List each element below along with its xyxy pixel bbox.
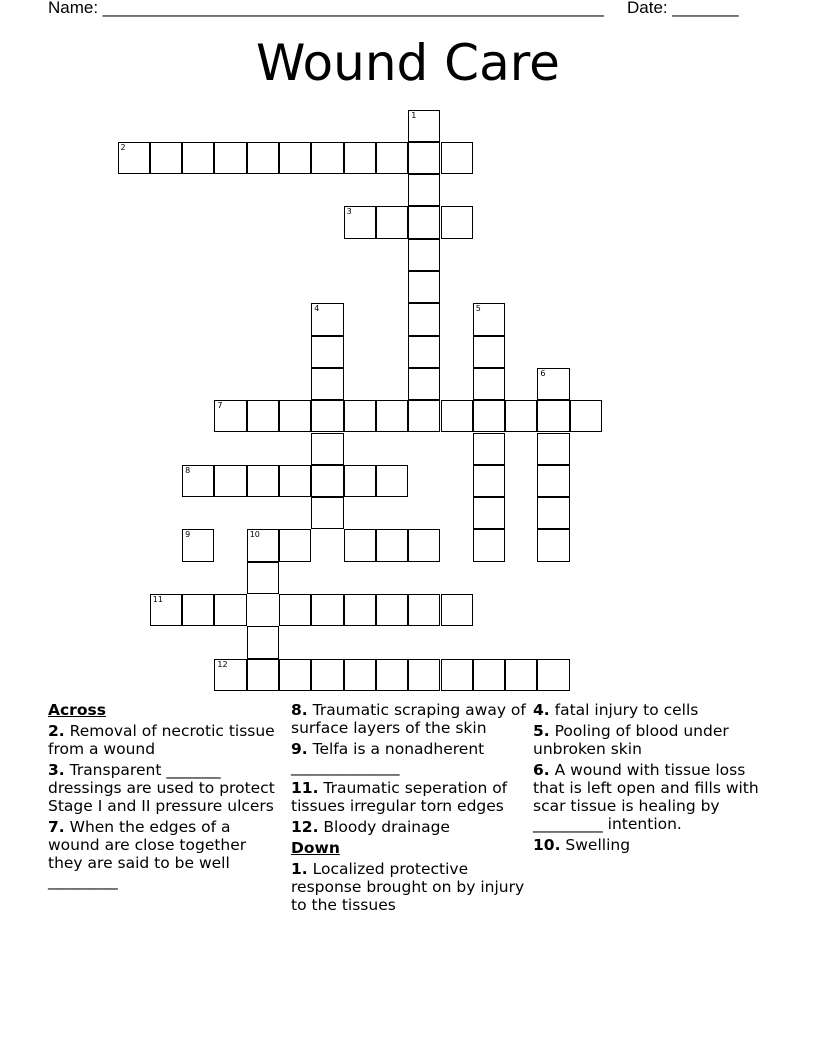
clue-number: 8.	[291, 701, 308, 719]
grid-cell[interactable]	[376, 142, 408, 174]
grid-cell[interactable]	[214, 594, 246, 626]
grid-cell[interactable]	[311, 303, 343, 335]
clue-across-7	[48, 818, 284, 890]
grid-cell[interactable]	[441, 142, 473, 174]
clue-number-label: 7	[217, 401, 223, 411]
clue-number-label: 3	[346, 207, 352, 217]
grid-cell[interactable]	[408, 271, 440, 303]
grid-cell[interactable]	[473, 303, 505, 335]
grid-cell[interactable]	[537, 400, 569, 432]
grid-cell[interactable]	[214, 659, 246, 691]
grid-cell[interactable]	[247, 529, 279, 561]
grid-cell[interactable]	[247, 465, 279, 497]
clue-text: Traumatic seperation of tissues irregular torn edges	[291, 779, 508, 815]
name-field[interactable]: Name: _____________________________________________________	[48, 0, 604, 17]
grid-cell[interactable]	[376, 529, 408, 561]
clue-number-label: 2	[120, 142, 126, 152]
clue-number-label: 5	[475, 304, 481, 314]
grid-cell[interactable]	[311, 594, 343, 626]
grid-cell[interactable]	[311, 465, 343, 497]
grid-cell[interactable]	[408, 174, 440, 206]
grid-cell[interactable]	[311, 400, 343, 432]
grid-cell[interactable]	[150, 594, 182, 626]
grid-cell[interactable]	[182, 142, 214, 174]
clue-number: 4.	[533, 701, 550, 719]
date-field[interactable]: Date: _______	[627, 0, 739, 17]
grid-cell[interactable]	[344, 594, 376, 626]
clue-number: 1.	[291, 860, 308, 878]
grid-cell[interactable]	[214, 465, 246, 497]
clue-number-label: 11	[152, 595, 163, 604]
grid-cell[interactable]	[344, 206, 376, 238]
grid-cell[interactable]	[376, 206, 408, 238]
grid-cell[interactable]	[408, 206, 440, 238]
grid-cell[interactable]	[537, 465, 569, 497]
clue-number-label: 6	[540, 368, 546, 378]
grid-cell[interactable]	[441, 206, 473, 238]
grid-cell[interactable]	[408, 110, 440, 142]
grid-cell[interactable]	[247, 626, 279, 658]
clue-down-1	[291, 860, 527, 914]
clue-across-2	[48, 722, 284, 758]
grid-cell[interactable]	[344, 142, 376, 174]
clue-column-3	[533, 701, 769, 857]
grid-cell[interactable]	[247, 562, 279, 594]
grid-cell[interactable]	[537, 659, 569, 691]
clue-number-label: 12	[217, 659, 228, 669]
across-heading: Across	[48, 701, 106, 719]
grid-cell[interactable]	[473, 400, 505, 432]
page-title: Wound Care	[256, 34, 560, 92]
clue-column-2	[291, 701, 527, 917]
grid-cell[interactable]	[247, 142, 279, 174]
clue-text: Pooling of blood under unbroken skin	[533, 722, 729, 758]
grid-cell[interactable]	[311, 659, 343, 691]
clue-across-9	[291, 740, 527, 776]
grid-cell[interactable]	[344, 465, 376, 497]
clue-text: Traumatic scraping away of surface layers of the skin	[291, 701, 526, 737]
grid-cell[interactable]	[182, 465, 214, 497]
clue-number: 6.	[533, 761, 550, 779]
grid-cell[interactable]	[408, 336, 440, 368]
grid-cell[interactable]	[473, 433, 505, 465]
grid-cell[interactable]	[344, 659, 376, 691]
clue-number: 3.	[48, 761, 65, 779]
grid-cell[interactable]	[279, 529, 311, 561]
grid-cell[interactable]	[537, 497, 569, 529]
grid-cell[interactable]	[570, 400, 602, 432]
grid-cell[interactable]	[537, 529, 569, 561]
grid-cell[interactable]	[408, 659, 440, 691]
grid-cell[interactable]	[214, 142, 246, 174]
clue-down-10	[533, 836, 769, 854]
grid-cell[interactable]	[408, 239, 440, 271]
clue-column-1	[48, 701, 284, 893]
clue-text: A wound with tissue loss that is left open and fills with scar tissue is healing by _________ intention.	[533, 761, 759, 833]
grid-cell[interactable]	[279, 400, 311, 432]
clue-number: 7.	[48, 818, 65, 836]
clue-down-6	[533, 761, 769, 833]
grid-cell[interactable]	[505, 659, 537, 691]
clue-across-8	[291, 701, 527, 737]
grid-cell[interactable]	[311, 433, 343, 465]
clue-number-label: 9	[185, 530, 191, 540]
clue-number-label: 4	[314, 304, 320, 314]
grid-cell[interactable]	[441, 594, 473, 626]
grid-cell[interactable]	[473, 368, 505, 400]
grid-cell[interactable]	[473, 497, 505, 529]
grid-cell[interactable]	[473, 336, 505, 368]
grid-cell[interactable]	[344, 400, 376, 432]
clue-text: Telfa is a nonadherent ______________	[291, 740, 485, 776]
clue-text: When the edges of a wound are close together they are said to be well _________	[48, 818, 247, 890]
grid-cell[interactable]	[311, 142, 343, 174]
grid-cell[interactable]	[408, 142, 440, 174]
clue-number: 11.	[291, 779, 319, 797]
grid-cell[interactable]	[537, 433, 569, 465]
grid-cell[interactable]	[441, 400, 473, 432]
clue-number: 2.	[48, 722, 65, 740]
grid-cell[interactable]	[408, 400, 440, 432]
grid-cell[interactable]	[408, 368, 440, 400]
grid-cell[interactable]	[279, 465, 311, 497]
grid-cell[interactable]	[182, 529, 214, 561]
clue-down-5	[533, 722, 769, 758]
grid-cell[interactable]	[279, 659, 311, 691]
grid-cell[interactable]	[376, 659, 408, 691]
grid-cell[interactable]	[150, 142, 182, 174]
grid-cell[interactable]	[279, 142, 311, 174]
grid-cell[interactable]	[473, 465, 505, 497]
grid-cell[interactable]	[247, 400, 279, 432]
grid-cell[interactable]	[182, 594, 214, 626]
grid-cell[interactable]	[118, 142, 150, 174]
grid-cell[interactable]	[473, 659, 505, 691]
grid-cell[interactable]	[376, 465, 408, 497]
clue-number: 5.	[533, 722, 550, 740]
down-heading: Down	[291, 839, 340, 857]
grid-cell[interactable]	[505, 400, 537, 432]
grid-cell[interactable]	[537, 368, 569, 400]
grid-cell[interactable]	[311, 336, 343, 368]
grid-cell[interactable]	[376, 400, 408, 432]
grid-cell[interactable]	[311, 497, 343, 529]
clue-text: Swelling	[565, 836, 631, 854]
clue-down-4	[533, 701, 769, 719]
grid-cell[interactable]	[408, 529, 440, 561]
grid-cell[interactable]	[344, 529, 376, 561]
clue-number-label: 8	[185, 465, 191, 475]
clue-across-12	[291, 818, 527, 836]
grid-cell[interactable]	[408, 303, 440, 335]
grid-cell[interactable]	[441, 659, 473, 691]
grid-cell[interactable]	[376, 594, 408, 626]
grid-cell[interactable]	[214, 400, 246, 432]
clue-number: 12.	[291, 818, 319, 836]
clue-text: Bloody drainage	[323, 818, 450, 836]
clue-text: fatal injury to cells	[554, 701, 699, 719]
grid-cell[interactable]	[311, 368, 343, 400]
clue-number: 10.	[533, 836, 561, 854]
grid-cell[interactable]	[473, 529, 505, 561]
clue-number-label: 10	[249, 530, 260, 540]
clue-number: 9.	[291, 740, 308, 758]
clue-number-label: 1	[411, 110, 417, 120]
clue-text: Removal of necrotic tissue from a wound	[48, 722, 275, 758]
grid-cell[interactable]	[247, 659, 279, 691]
clue-across-11	[291, 779, 527, 815]
clue-text: Transparent _______ dressings are used to protect Stage I and II pressure ulcers	[48, 761, 275, 815]
grid-cell[interactable]	[408, 594, 440, 626]
clue-across-3	[48, 761, 284, 815]
grid-cell[interactable]	[279, 594, 311, 626]
clue-text: Localized protective response brought on by injury to the tissues	[291, 860, 525, 914]
